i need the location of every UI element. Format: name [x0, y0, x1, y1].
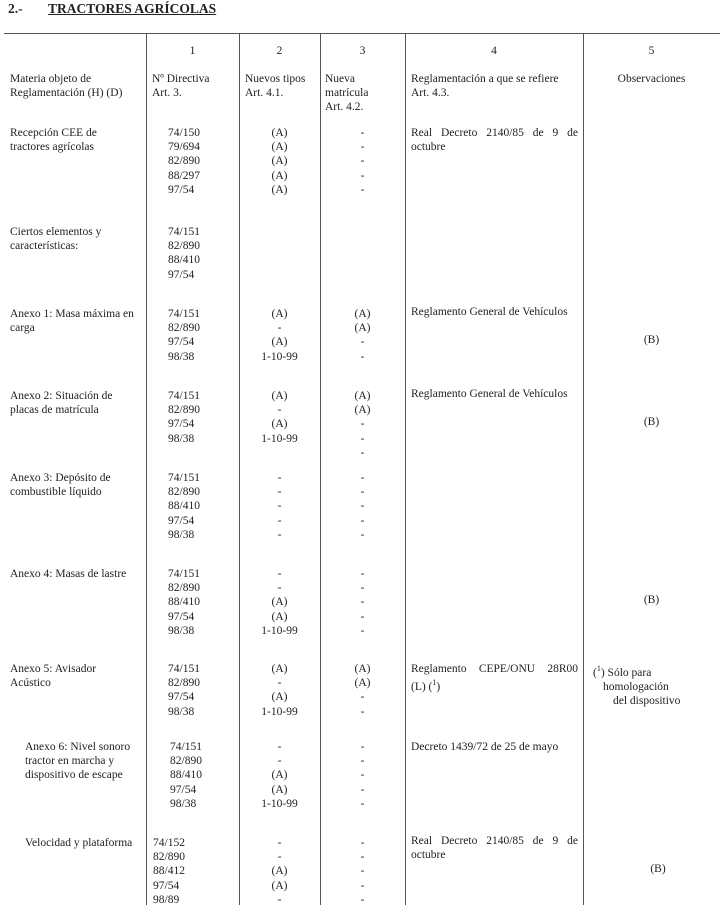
section-number: 2.- — [8, 1, 23, 16]
footnote-mark: 1 — [432, 678, 437, 688]
observacion-note: (B) — [643, 416, 660, 428]
nuevos-tipos-list: - - - - - — [277, 472, 282, 541]
observacion-note: (B) — [643, 334, 660, 346]
nuevos-tipos-list: - - (A) (A) - — [271, 837, 288, 906]
row-label-ciertos: Ciertos elementos y características: — [10, 226, 102, 253]
column-divider — [146, 34, 147, 905]
row-label-recepcion: Recepción CEE de tractores agrícolas — [10, 127, 97, 154]
directiva-list: 74/151 82/890 97/54 98/38 — [168, 663, 200, 718]
directiva-list: 74/151 82/890 97/54 98/38 — [168, 308, 200, 363]
header-materia: Materia objeto de Reglamentación (H) (D) — [10, 73, 123, 100]
section-title: TRACTORES AGRÍCOLAS — [48, 1, 217, 16]
directiva-list: 74/152 82/890 88/412 97/54 98/89 — [153, 837, 185, 906]
reglamentacion-text: Real Decreto 2140/85 de 9 de octubre — [411, 127, 578, 154]
column-number: 3 — [359, 45, 366, 57]
matricula-list: - - - - - — [360, 741, 365, 810]
matricula-list: - - - - - — [360, 568, 365, 637]
observacion-note: ($^1$) Sólo para homologación del dispositivo — [593, 664, 681, 708]
nuevos-tipos-list: - - (A) (A) 1-10-99 — [261, 568, 298, 637]
section-heading — [8, 1, 216, 17]
matricula-list: - - - - - — [360, 127, 365, 196]
directiva-list: 74/151 82/890 88/410 97/54 98/38 — [168, 472, 200, 541]
reglamentacion-text: Reglamento CEPE/ONU 28R00 (L) ($^1$) — [411, 663, 578, 694]
observacion-note: (B) — [643, 594, 660, 606]
directiva-list: 74/151 82/890 88/410 97/54 98/38 — [170, 741, 202, 810]
row-label-anexo4: Anexo 4: Masas de lastre — [10, 568, 127, 580]
matricula-list: (A) (A) - - — [354, 663, 371, 718]
row-label-anexo3: Anexo 3: Depósito de combustible líquido — [10, 472, 111, 499]
header-nuevos-tipos: Nuevos tipos Art. 4.1. — [245, 73, 306, 100]
reglamentacion-text: Reglamento General de Vehículos — [411, 306, 568, 318]
column-divider — [583, 34, 584, 905]
matricula-list: - - - - - — [360, 472, 365, 541]
column-number: 5 — [648, 45, 655, 57]
matricula-list: (A) (A) - - - — [354, 390, 371, 459]
nuevos-tipos-list: (A) - (A) 1-10-99 — [261, 308, 298, 363]
matricula-list: - - - - - — [360, 837, 365, 906]
directiva-list: 74/151 82/890 88/410 97/54 — [168, 226, 200, 281]
observacion-note: (B) — [650, 863, 666, 875]
row-label-anexo2: Anexo 2: Situación de placas de matrícula — [10, 390, 113, 417]
reglamentacion-text: Reglamento General de Vehículos — [411, 388, 568, 400]
reglamentacion-text: Decreto 1439/72 de 25 de mayo — [411, 741, 559, 753]
column-number: 1 — [189, 45, 196, 57]
row-label-anexo1: Anexo 1: Masa máxima en carga — [10, 308, 134, 335]
column-divider — [405, 34, 406, 905]
header-directiva: Nº Directiva Art. 3. — [152, 73, 210, 100]
nuevos-tipos-list: (A) - (A) 1-10-99 — [261, 390, 298, 445]
header-reglamentacion: Reglamentación a que se refiere Art. 4.3. — [411, 73, 559, 100]
nuevos-tipos-list: (A) - (A) 1-10-99 — [261, 663, 298, 718]
directiva-list: 74/151 82/890 88/410 97/54 98/38 — [168, 568, 200, 637]
nuevos-tipos-list: (A) (A) (A) (A) (A) — [271, 127, 288, 196]
header-observaciones: Observaciones — [617, 73, 686, 85]
matricula-list: (A) (A) - - — [354, 308, 371, 363]
reglamentacion-text: Real Decreto 2140/85 de 9 de octubre — [411, 835, 578, 862]
column-number: 4 — [491, 45, 497, 57]
table-top-border — [4, 33, 720, 34]
column-number: 2 — [276, 45, 283, 57]
row-label-anexo6: Anexo 6: Nivel sonoro tractor en marcha y dispositivo de escape — [25, 741, 131, 782]
nuevos-tipos-list: - - (A) (A) 1-10-99 — [261, 741, 298, 810]
header-nueva-matricula: Nueva matrícula Art. 4.2. — [325, 73, 369, 114]
row-label-anexo5: Anexo 5: Avisador Acústico — [10, 663, 97, 690]
directiva-list: 74/150 79/694 82/890 88/297 97/54 — [168, 127, 200, 196]
directiva-list: 74/151 82/890 97/54 98/38 — [168, 390, 200, 445]
row-label-velocidad: Velocidad y plataforma — [25, 837, 133, 849]
